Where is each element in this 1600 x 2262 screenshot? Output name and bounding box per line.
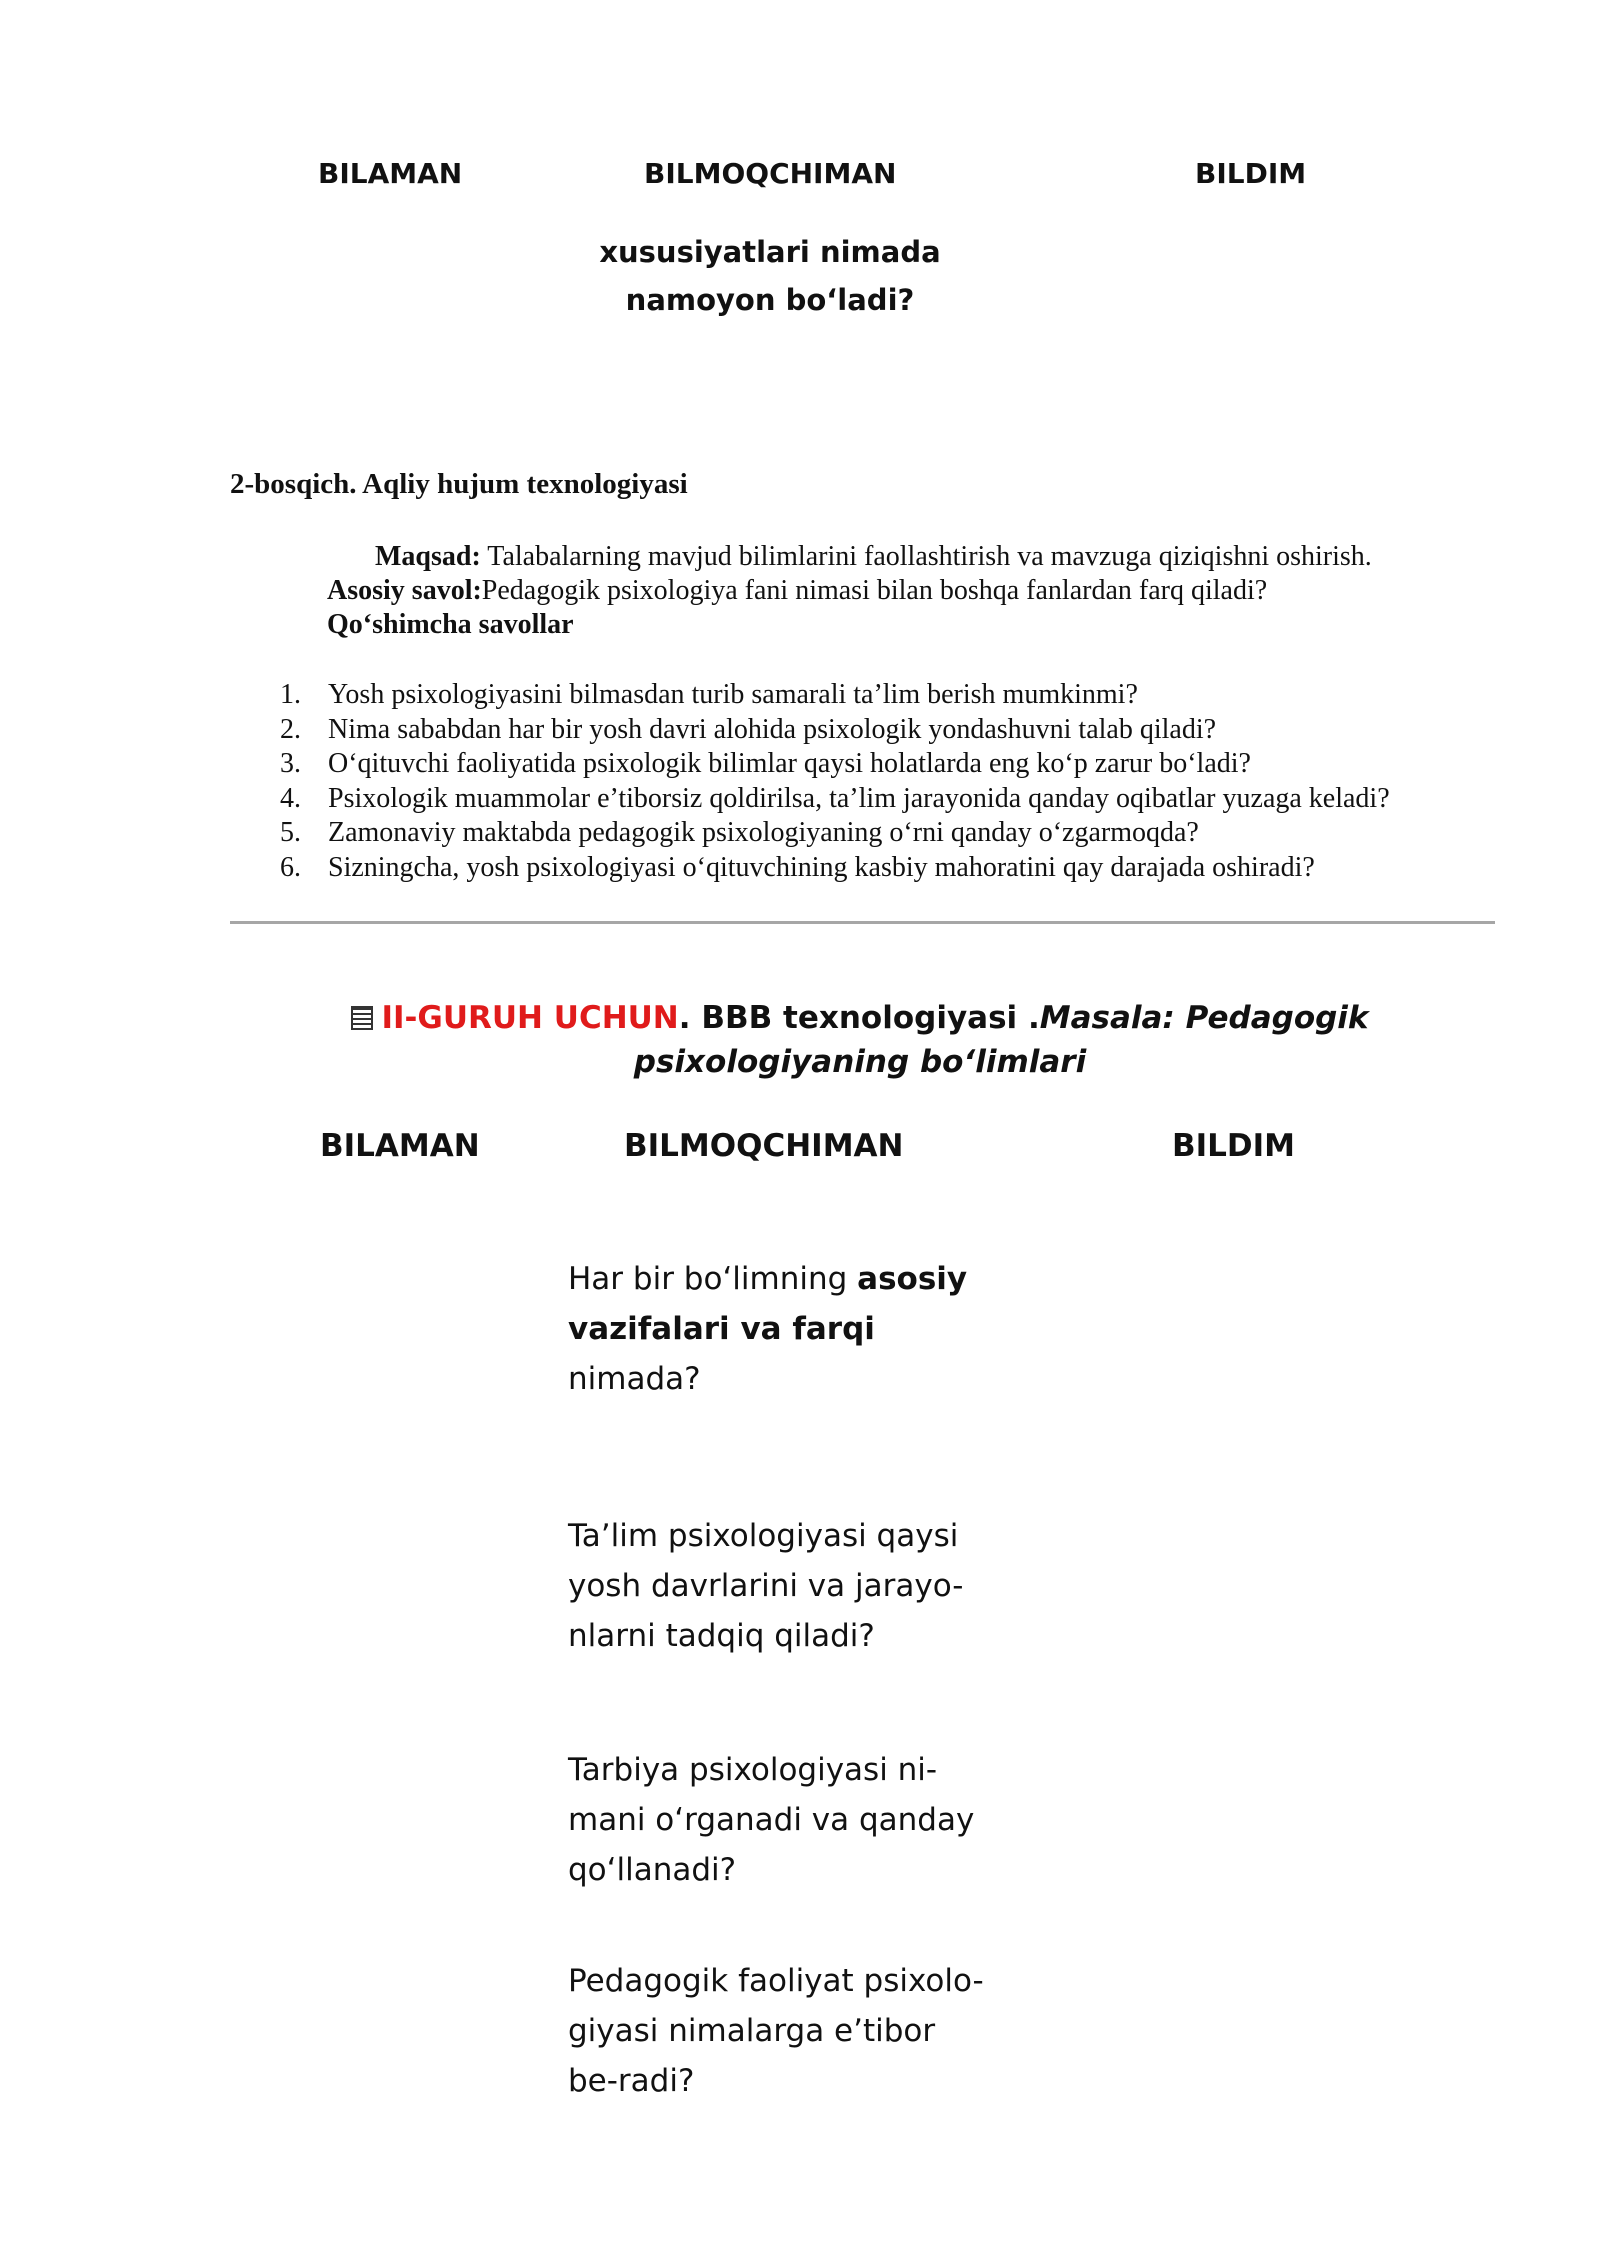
table1-question-line1: xususiyatlari nimada — [599, 235, 941, 269]
section2-masala: Masala: Pedagogik psixologiyaning bo‘limlari — [633, 1000, 1369, 1080]
table2-question-4: Pedagogik faoliyat psixolo-giyasi nimalarga e’tibor be-radi? — [568, 1963, 984, 2099]
stage2-maqsad — [375, 540, 1372, 574]
additional-question-item — [280, 678, 1390, 713]
question-text: Sizningcha, yosh psixologiyasi o‘qituvchining kasbiy mahoratini qay darajada oshiradi? — [328, 851, 1315, 883]
stage2-title: 2-bosqich. Aqliy hujum texnologiyasi — [230, 468, 688, 500]
section-divider — [230, 921, 1495, 924]
question-number: 3. — [280, 748, 301, 779]
question-number: 2. — [280, 713, 301, 745]
section2-title-rest: . BBB texnologiyasi . — [678, 1000, 1040, 1036]
additional-question-item — [280, 782, 1390, 817]
qoshimcha-label-text: Qo‘shimcha savollar — [327, 609, 574, 640]
table2-question-1 — [568, 1254, 988, 1404]
question-text: Yosh psixologiyasini bilmasdan turib samarali ta’lim berish mumkinmi? — [328, 679, 1138, 710]
table1-question-line2: namoyon bo‘ladi? — [625, 283, 915, 317]
table2-header-bilaman: BILAMAN — [320, 1128, 480, 1164]
additional-question-item — [280, 747, 1390, 782]
group-label: II-GURUH UCHUN — [381, 1000, 679, 1036]
table2-header-bilmoqchiman: BILMOQCHIMAN — [624, 1128, 904, 1164]
table1-header-bilaman: BILAMAN — [318, 157, 463, 190]
asosiy-savol-label: Asosiy savol: — [327, 575, 482, 606]
q1-bold: asosiy vazifalari va farqi — [568, 1261, 968, 1347]
maqsad-label: Maqsad: — [375, 541, 481, 572]
section2-title — [260, 996, 1460, 1084]
additional-question-item — [280, 851, 1390, 886]
table1-header-bilmoqchiman: BILMOQCHIMAN — [644, 157, 897, 190]
stage2-qoshimcha-label — [327, 608, 574, 642]
question-number: 4. — [280, 782, 301, 814]
question-number: 6. — [280, 851, 301, 883]
additional-questions-list — [280, 678, 1390, 885]
asosiy-savol-text: Pedagogik psixologiya fani nimasi bilan boshqa fanlardan farq qiladi? — [481, 575, 1268, 606]
table2-question-3: Tarbiya psixologiyasi ni-mani o‘rganadi va qanday qo‘llanadi? — [568, 1752, 975, 1888]
table1-question — [560, 228, 980, 324]
maqsad-text: Talabalarning mavjud bilimlarini faollashtirish va mavzuga qiziqishni oshirish. — [480, 541, 1372, 572]
additional-question-item — [280, 713, 1390, 748]
table1-header-bildim: BILDIM — [1195, 157, 1307, 190]
document-icon — [351, 1006, 373, 1030]
table2-header-bildim: BILDIM — [1172, 1128, 1296, 1164]
question-text: O‘qituvchi faoliyatida psixologik bilimlar qaysi holatlarda eng ko‘p zarur bo‘ladi? — [328, 748, 1251, 779]
table2-question-2: Ta’lim psixologiyasi qaysi yosh davrlarini va jarayo-nlarni tadqiq qiladi? — [568, 1518, 964, 1654]
question-text: Zamonaviy maktabda pedagogik psixologiyaning o‘rni qanday o‘zgarmoqda? — [328, 817, 1199, 848]
question-text: Nima sababdan har bir yosh davri alohida psixologik yondashuvni talab qiladi? — [328, 713, 1217, 745]
stage2-asosiy-savol — [327, 574, 1267, 608]
question-number: 5. — [280, 817, 301, 848]
question-text: Psixologik muammolar e’tiborsiz qoldirilsa, ta’lim jarayonida qanday oqibatlar yuzaga keladi? — [328, 782, 1390, 814]
q1-pre: Har bir bo‘limning — [568, 1261, 858, 1297]
additional-question-item — [280, 816, 1390, 851]
q1-post: nimada? — [568, 1361, 701, 1397]
question-number: 1. — [280, 679, 301, 710]
